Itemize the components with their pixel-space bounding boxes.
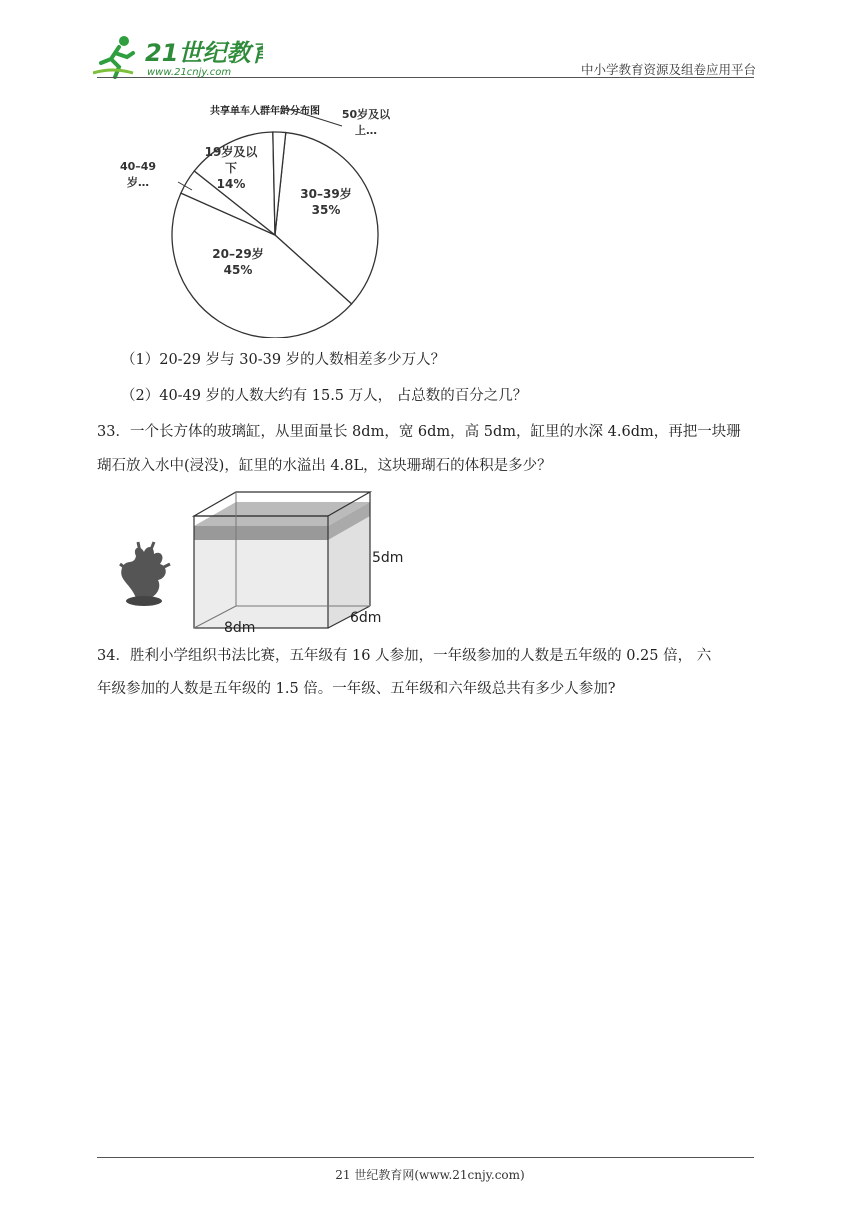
pie-value-label: 45%: [223, 263, 253, 277]
pie-category-label: 50岁及以: [341, 108, 391, 121]
pie-category-label: 30–39岁: [300, 187, 352, 201]
question-33-line-1: 33．一个长方体的玻璃缸，从里面量长 8dm，宽 6dm，高 5dm，缸里的水深 4.6dm，再把一块珊: [97, 424, 741, 440]
footer-text: 21 世纪教育网(www.21cnjy.com): [335, 1168, 525, 1182]
logo-text: 21世纪教育: [145, 39, 263, 67]
question-34-line-1: 34．胜利小学组织书法比赛，五年级有 16 人参加，一年级参加的人数是五年级的 0.25 倍， 六: [97, 648, 712, 664]
age-distribution-pie-chart: [110, 98, 410, 338]
pie-value-label: 35%: [311, 203, 341, 217]
pie-category-label: 岁…: [127, 176, 149, 189]
glass-tank: [194, 492, 370, 628]
tank-width-label: 6dm: [350, 610, 382, 626]
tank-length-label: 8dm: [224, 620, 256, 636]
platform-name: 中小学教育资源及组卷应用平台: [580, 62, 756, 77]
runner-logo-icon: [93, 36, 133, 77]
chart-title: 共享单车人群年龄分布图: [210, 106, 320, 117]
tank-height-label: 5dm: [372, 550, 404, 566]
pie-category-label: 20–29岁: [212, 247, 264, 261]
footer-divider: [97, 1157, 754, 1158]
question-32-part-1: （1）20-29 岁与 30-39 岁的人数相差多少万人？: [121, 352, 446, 368]
logo-url: www.21cnjy.com: [147, 67, 232, 78]
pie-slices: [172, 132, 378, 338]
site-logo: [93, 33, 263, 79]
header-divider: [97, 77, 754, 78]
pie-category-label: 下: [224, 161, 238, 175]
question-33-line-2: 瑚石放入水中(浸没)，缸里的水溢出 4.8L，这块珊瑚石的体积是多少？: [97, 458, 552, 474]
coral-icon: [120, 542, 170, 606]
pie-category-label: 上…: [355, 124, 377, 137]
pie-category-label: 19岁及以: [204, 145, 258, 159]
question-34-line-2: 年级参加的人数是五年级的 1.5 倍。一年级、五年级和六年级总共有多少人参加?: [97, 681, 616, 697]
tank-figure: [110, 488, 420, 638]
pie-value-label: 14%: [216, 177, 246, 191]
pie-category-label: 40–49: [119, 160, 157, 173]
question-32-part-2: （2）40-49 岁的人数大约有 15.5 万人， 占总数的百分之几？: [121, 388, 528, 404]
